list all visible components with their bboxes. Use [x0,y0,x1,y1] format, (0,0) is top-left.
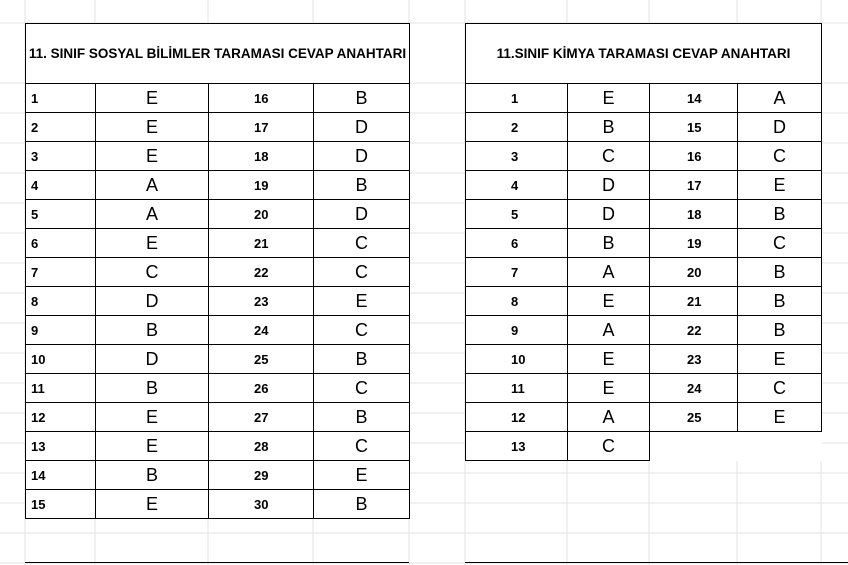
question-number-cell[interactable]: 5 [26,200,96,229]
question-number-cell[interactable]: 3 [466,142,568,171]
table-row [26,84,410,113]
table-row [466,345,822,374]
answer-cell[interactable]: B [96,316,209,345]
question-number-cell[interactable]: 4 [466,171,568,200]
table-row [26,432,410,461]
question-number-cell[interactable]: 7 [26,258,96,287]
answer-cell[interactable]: B [738,316,822,345]
answer-cell[interactable]: C [314,229,410,258]
table-row [26,287,410,316]
question-number-cell[interactable]: 18 [209,142,314,171]
answer-cell[interactable]: D [314,142,410,171]
answer-cell[interactable]: C [568,432,650,461]
answer-cell[interactable]: A [96,200,209,229]
answer-cell[interactable]: B [738,200,822,229]
question-number-cell[interactable]: 22 [209,258,314,287]
question-number-cell[interactable]: 2 [26,113,96,142]
answer-cell[interactable]: A [738,84,822,113]
question-number-cell[interactable]: 11 [26,374,96,403]
answer-cell[interactable]: C [314,432,410,461]
table-row [466,258,822,287]
answer-cell[interactable]: B [314,490,410,519]
table-row [26,490,410,519]
table-title-row [466,24,822,84]
question-number-cell[interactable]: 1 [466,84,568,113]
answer-cell[interactable]: B [314,171,410,200]
question-number-cell[interactable]: 9 [466,316,568,345]
question-number-cell[interactable]: 3 [26,142,96,171]
table-row [466,200,822,229]
question-number-cell[interactable]: 15 [650,113,738,142]
answer-cell[interactable]: B [314,345,410,374]
question-number-cell[interactable]: 13 [466,432,568,461]
question-number-cell[interactable]: 21 [650,287,738,316]
question-number-cell[interactable]: 28 [209,432,314,461]
question-number-cell[interactable]: 22 [650,316,738,345]
question-number-cell[interactable]: 6 [466,229,568,258]
answer-cell[interactable]: B [314,403,410,432]
answer-cell[interactable]: E [568,287,650,316]
question-number-cell[interactable]: 13 [26,432,96,461]
answer-cell[interactable]: A [568,258,650,287]
table-row [26,171,410,200]
table-row [26,113,410,142]
table-row [466,374,822,403]
left-table-title[interactable]: 11. SINIF SOSYAL BİLİMLER TARAMASI CEVAP ANAHTARI [26,24,410,84]
answer-cell[interactable]: C [96,258,209,287]
table-row [26,316,410,345]
answer-cell[interactable]: B [96,461,209,490]
question-number-cell[interactable]: 6 [26,229,96,258]
answer-cell[interactable]: E [314,287,410,316]
answer-cell [738,432,822,461]
table-row [466,171,822,200]
table-row [466,142,822,171]
table-title-row [26,24,410,84]
table-row [26,374,410,403]
answer-cell[interactable]: C [314,316,410,345]
question-number-cell[interactable]: 14 [650,84,738,113]
answer-cell[interactable]: D [96,345,209,374]
answer-cell[interactable]: D [314,200,410,229]
question-number-cell[interactable]: 17 [209,113,314,142]
answer-cell[interactable]: E [314,461,410,490]
table-row [26,345,410,374]
table-row [26,461,410,490]
question-number-cell[interactable]: 23 [209,287,314,316]
answer-cell[interactable]: C [314,374,410,403]
answer-cell[interactable]: D [314,113,410,142]
answer-cell[interactable]: A [568,316,650,345]
question-number-cell[interactable]: 23 [650,345,738,374]
question-number-cell[interactable]: 17 [650,171,738,200]
question-number-cell[interactable]: 11 [466,374,568,403]
table-row [466,287,822,316]
answer-cell[interactable]: D [738,113,822,142]
answer-cell[interactable]: E [96,84,209,113]
question-number-cell[interactable]: 29 [209,461,314,490]
answer-cell[interactable]: C [568,142,650,171]
answer-cell[interactable]: B [738,258,822,287]
question-number-cell[interactable]: 19 [209,171,314,200]
answer-cell[interactable]: E [96,142,209,171]
question-number-cell[interactable]: 7 [466,258,568,287]
answer-cell[interactable]: E [568,345,650,374]
question-number-cell [650,432,738,461]
answer-cell[interactable]: C [738,142,822,171]
question-number-cell[interactable]: 4 [26,171,96,200]
answer-cell[interactable]: E [568,374,650,403]
table-row [26,403,410,432]
question-number-cell[interactable]: 19 [650,229,738,258]
table-row [466,316,822,345]
answer-cell[interactable]: C [738,374,822,403]
answer-cell[interactable]: D [568,171,650,200]
question-number-cell[interactable]: 12 [26,403,96,432]
question-number-cell[interactable]: 30 [209,490,314,519]
answer-cell[interactable]: E [96,403,209,432]
question-number-cell[interactable]: 5 [466,200,568,229]
question-number-cell[interactable]: 10 [26,345,96,374]
answer-cell[interactable]: B [568,113,650,142]
question-number-cell[interactable]: 10 [466,345,568,374]
left-bottom-border [25,562,409,563]
answer-cell[interactable]: E [738,171,822,200]
question-number-cell[interactable]: 26 [209,374,314,403]
answer-cell[interactable]: E [96,490,209,519]
question-number-cell[interactable]: 24 [209,316,314,345]
answer-cell[interactable]: D [96,287,209,316]
answer-cell[interactable]: B [314,84,410,113]
table-row [466,403,822,432]
answer-cell[interactable]: E [96,432,209,461]
table-row [26,229,410,258]
kimya-answer-key-table [465,23,822,461]
answer-cell[interactable]: A [568,403,650,432]
table-row [26,200,410,229]
question-number-cell[interactable]: 9 [26,316,96,345]
question-number-cell[interactable]: 8 [466,287,568,316]
question-number-cell[interactable]: 8 [26,287,96,316]
question-number-cell[interactable]: 16 [209,84,314,113]
answer-cell[interactable]: B [568,229,650,258]
answer-cell[interactable]: B [738,287,822,316]
question-number-cell[interactable]: 25 [650,403,738,432]
question-number-cell[interactable]: 20 [209,200,314,229]
question-number-cell[interactable]: 1 [26,84,96,113]
question-number-cell[interactable]: 15 [26,490,96,519]
question-number-cell[interactable]: 25 [209,345,314,374]
sosyal-bilimler-answer-key-table [25,23,410,519]
answer-cell[interactable]: A [96,171,209,200]
table-row [26,258,410,287]
right-table-title[interactable]: 11.SINIF KİMYA TARAMASI CEVAP ANAHTARI [466,24,822,84]
table-row [26,142,410,171]
question-number-cell[interactable]: 16 [650,142,738,171]
question-number-cell[interactable]: 27 [209,403,314,432]
question-number-cell[interactable]: 14 [26,461,96,490]
answer-cell[interactable]: E [568,84,650,113]
question-number-cell[interactable]: 21 [209,229,314,258]
answer-cell[interactable]: E [96,229,209,258]
answer-cell[interactable]: E [738,345,822,374]
table-row [466,229,822,258]
right-bottom-border [465,562,848,563]
table-row [466,432,822,461]
question-number-cell[interactable]: 2 [466,113,568,142]
question-number-cell[interactable]: 24 [650,374,738,403]
table-row [466,84,822,113]
question-number-cell[interactable]: 20 [650,258,738,287]
answer-cell[interactable]: C [738,229,822,258]
question-number-cell[interactable]: 12 [466,403,568,432]
answer-cell[interactable]: D [568,200,650,229]
answer-cell[interactable]: C [314,258,410,287]
answer-cell[interactable]: B [96,374,209,403]
question-number-cell[interactable]: 18 [650,200,738,229]
table-row [466,113,822,142]
answer-cell[interactable]: E [96,113,209,142]
answer-cell[interactable]: E [738,403,822,432]
